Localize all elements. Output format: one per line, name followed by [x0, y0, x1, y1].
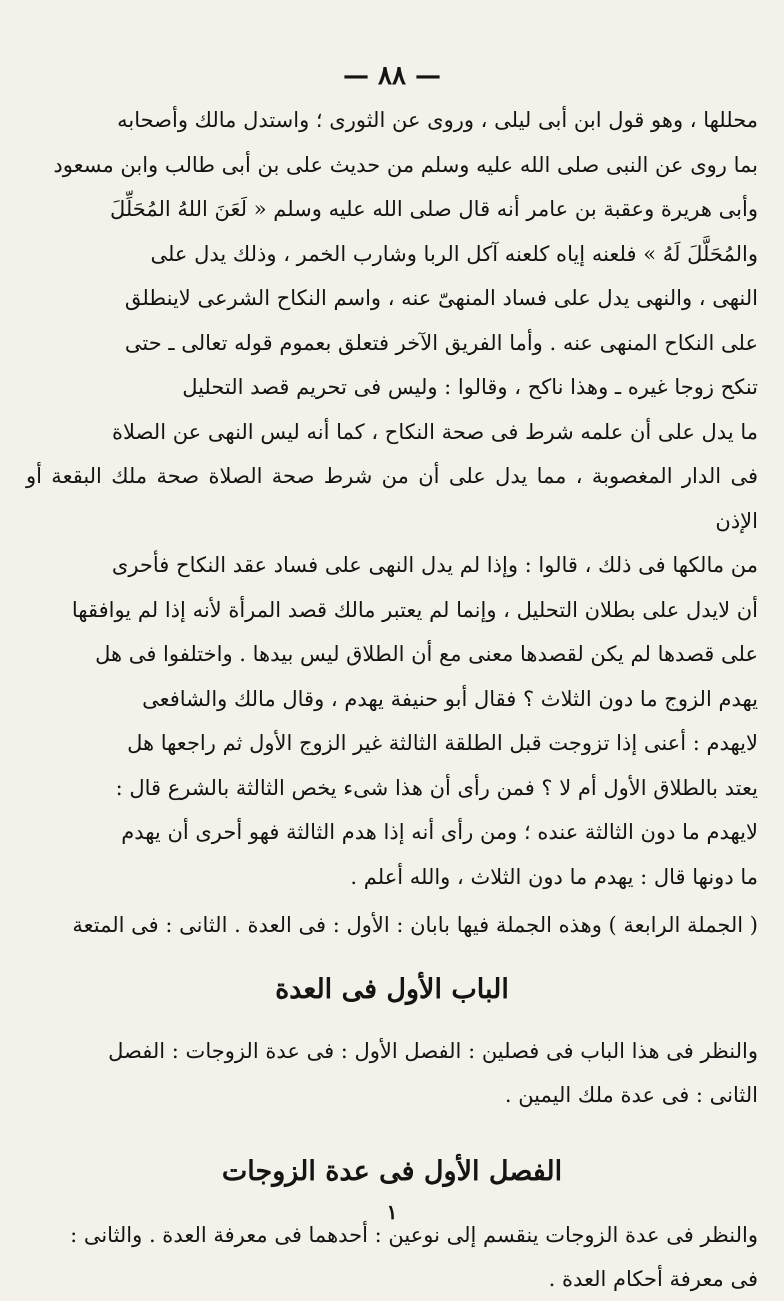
section-intro-line: والنظر فى عدة الزوجات ينقسم إلى نوعين : أحدهما فى معرفة العدة . والثانى :	[70, 1223, 758, 1247]
body-line: ما دونها قال : يهدم ما دون الثلاث ، والله أعلم .	[350, 864, 758, 889]
page-number: — ٨٨ —	[342, 61, 442, 91]
body-line: والمُحَلَّلَ لَهُ » فلعنه إياه كلعنه آكل الربا وشارب الخمر ، وذلك يدل على	[150, 241, 758, 266]
chapter-intro-line: والنظر فى هذا الباب فى فصلين : الفصل الأول : فى عدة الزوجات : الفصل	[108, 1039, 758, 1063]
body-line: يعتد بالطلاق الأول أم لا ؟ فمن رأى أن هذا شىء يخص الثالثة بالشرع قال :	[115, 775, 758, 800]
body-line: من مالكها فى ذلك ، قالوا : وإذا لم يدل النهى على فساد عقد النكاح فأحرى	[111, 553, 758, 577]
body-text	[26, 98, 758, 899]
chapter-intro	[26, 1029, 758, 1117]
folio-mark: ١	[386, 1200, 398, 1224]
body-line: فى الدار المغصوبة ، مما يدل على أن من شرط صحة الصلاة صحة ملك البقعة أو الإذن	[26, 464, 758, 533]
body-line: لايهدم ما دون الثالثة عنده ؛ ومن رأى أنه إذا هدم الثالثة فهو أحرى أن يهدم	[121, 820, 758, 844]
body-line: يهدم الزوج ما دون الثلاث ؟ فقال أبو حنيفة يهدم ، وقال مالك والشافعى	[142, 686, 758, 711]
section-title: الفصل الأول فى عدة الزوجات	[221, 1156, 563, 1187]
body-line: محللها ، وهو قول ابن أبى ليلى ، وروى عن الثورى ؛ واستدل مالك وأصحابه	[117, 108, 758, 132]
body-line: تنكح زوجا غيره ـ وهذا ناكح ، وقالوا : وليس فى تحريم قصد التحليل	[182, 375, 758, 399]
section-intro-line: فى معرفة أحكام العدة .	[548, 1267, 758, 1291]
body-line: النهى ، والنهى يدل على فساد المنهىّ عنه ، واسم النكاح الشرعى لاينطلق	[124, 286, 758, 310]
section-line: ( الجملة الرابعة ) وهذه الجملة فيها بابان : الأول : فى العدة . الثانى : فى المتعة	[72, 913, 758, 937]
chapter-title: الباب الأول فى العدة	[275, 974, 509, 1005]
section-intro	[26, 1213, 758, 1301]
body-line: أن لايدل على بطلان التحليل ، وإنما لم يعتبر مالك قصد المرأة لأنه إذا لم يوافقها	[71, 597, 758, 622]
body-line: على قصدها لم يكن لقصدها معنى مع أن الطلاق ليس بيدها . واختلفوا فى هل	[95, 642, 758, 666]
chapter-intro-line: الثانى : فى عدة ملك اليمين .	[504, 1083, 758, 1107]
body-line: لايهدم : أعنى إذا تزوجت قبل الطلقة الثالثة غير الزوج الأول ثم راجعها هل	[127, 731, 758, 755]
body-line: وأبى هريرة وعقبة بن عامر أنه قال صلى الله عليه وسلم « لَعَنَ اللهُ المُحَلِّلَ	[109, 197, 758, 221]
body-line: ما يدل على أن علمه شرط فى صحة النكاح ، كما أنه ليس النهى عن الصلاة	[112, 419, 758, 444]
body-line: بما روى عن النبى صلى الله عليه وسلم من حديث على بن أبى طالب وابن مسعود	[53, 152, 758, 177]
body-line: على النكاح المنهى عنه . وأما الفريق الآخر فتعلق بعموم قوله تعالى ـ حتى	[124, 330, 758, 355]
